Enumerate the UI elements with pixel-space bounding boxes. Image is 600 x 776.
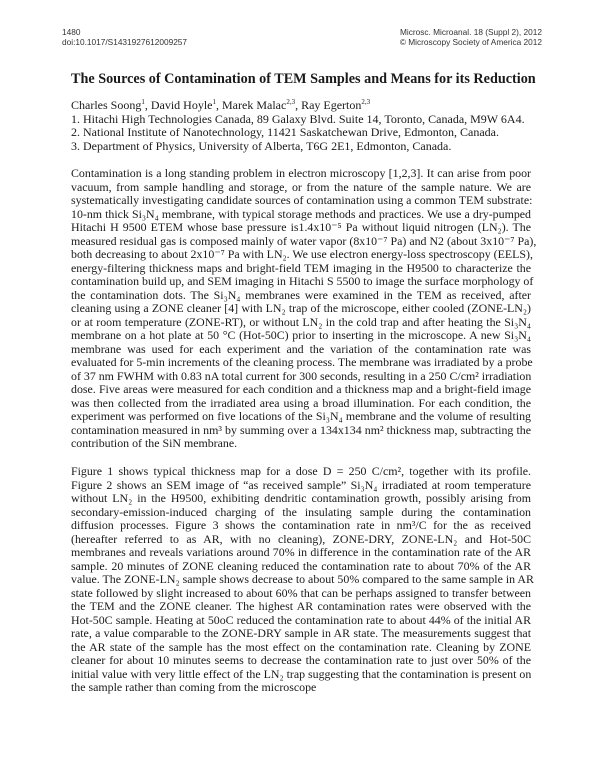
text-line: the contamination dots. The Si₃N₄ membranes were examined in the TEM as received, after — [71, 287, 531, 302]
text-line: evaluated for 5-min increments of the cleaning process. The membrane was irradiated by a probe — [71, 355, 533, 369]
journal-citation: Microsc. Microanal. 18 (Suppl 2), 2012 — [399, 27, 542, 37]
text-line: systematically investigating candidate sources of contamination using a common TEM substrate: — [71, 193, 533, 207]
body-paragraph-2 — [71, 464, 534, 695]
author-name: David Hoyle — [150, 98, 213, 112]
text-line: cleaning using a ZONE cleaner [4] with LN₂ trap of the microscope, either cooled (ZONE-LN₂) — [71, 301, 531, 315]
text-line: contamination measured in nm³ by summing over a 134x134 nm² thickness map, subtracting the — [71, 422, 531, 437]
text-line: value. The ZONE-LN₂ sample shows decrease to about 50% compared to the same sample in AR — [71, 572, 534, 586]
text-line: dose. Five areas were measured for each condition and a thickness map and a bright-field image — [71, 382, 531, 396]
author-affiliation: 1 — [141, 98, 145, 106]
text-line: membrane on a hot plate at 50 °C (Hot-50C) prior to inserting in the microscope. A new Si₃N₄ — [71, 328, 531, 342]
text-line: secondary-emission-induced charging of the insulating sample during the contamination — [71, 504, 531, 519]
text-line: membranes and reveals variations around 70% in difference in the contamination rate of the AR — [71, 545, 531, 559]
page-header-right — [400, 27, 542, 47]
page-number: 1480 — [62, 27, 81, 37]
text-line: contribution of the SiN membrane. — [71, 436, 238, 450]
text-line: initial value with very little effect of the LN₂ trap suggesting that the contamination is present on — [71, 666, 532, 681]
text-line: was then collected from the irradiated area using a broad illumination. For each condition, the — [71, 395, 531, 410]
author-affiliation: 2,3 — [361, 98, 371, 106]
author-separator: , — [216, 98, 222, 112]
text-line: Figure 2 shows an SEM image of “as received sample” Si₃N₄ irradiated at room temperature — [71, 477, 531, 492]
author-separator: , — [144, 98, 151, 112]
author-block — [71, 99, 525, 153]
page-header-left — [62, 27, 187, 47]
text-line: energy-filtering thickness maps and bright-field TEM imaging in the H9500 to characterize the — [71, 260, 531, 275]
text-line: of 37 nm FWHM with 0.83 nA total current for 300 seconds, resulting in a 250 C/cm² irradiation — [71, 368, 532, 383]
text-line: (hereafter referred to as AR, with no cleaning), ZONE-DRY, ZONE-LN₂ and Hot-50C — [71, 531, 531, 546]
text-line: measured residual gas is composed mainly of water vapor (8x10⁻⁷ Pa) and N2 (about 3x10⁻⁷ Pa), — [71, 233, 537, 248]
affiliation: 1. Hitachi High Technologies Canada, 89 Galaxy Blvd. Suite 14, Toronto, Canada, M9W 6A4. — [71, 111, 525, 126]
doi: doi:10.1017/S1431927612009257 — [62, 37, 188, 47]
text-line: sample. 20 minutes of ZONE cleaning reduced the contamination rate to about 70% of the AR — [71, 558, 531, 573]
text-line: both decreasing to about 2x10⁻⁷ Pa with LN₂. We use electron energy-loss spectroscopy (EELS), — [71, 247, 533, 261]
text-line: Hot-50C sample. Heating at 50oC reduced the contamination rate to about 44% of the initial AR — [71, 612, 531, 627]
paper-title: The Sources of Contamination of TEM Samples and Means for its Reduction — [71, 71, 536, 87]
text-line: the TEM and the ZONE cleaner. The highest AR contamination rates were observed with the — [71, 599, 531, 613]
text-line: contamination build up, and SEM imaging in Hitachi S 5500 to image the surface morphology of — [71, 274, 534, 288]
text-line: state followed by slight increased to about 60% that can be perhaps assigned to transfer between — [71, 585, 531, 600]
author-name: Charles Soong — [71, 98, 142, 112]
text-line: cleaner for about 10 minutes seems to decrease the contamination rate to just over 50% of the — [71, 653, 531, 667]
text-line: experiment was performed on five locations of the Si₃N₄ membrane and the volume of resulting — [71, 409, 531, 423]
author-separator: , — [295, 98, 302, 112]
text-line: 10-nm thick Si₃N₄ membrane, with typical storage methods and practices. We use a dry-pumped — [71, 206, 531, 221]
text-line: or at room temperature (ZONE-RT), or without LN₂ in the cold trap and after heating the Si₃N₄ — [71, 314, 531, 329]
text-line: vacuum, from sample handling and storage, or from the nature of the sample nature. We are — [71, 179, 531, 194]
author-affiliation: 2,3 — [286, 98, 296, 106]
text-line: Hitachi H 9500 ETEM whose base pressure is1.4x10⁻⁵ Pa without liquid nitrogen (LN₂). The — [71, 220, 531, 234]
text-line: the sample rather than coming from the microscope — [71, 680, 317, 694]
author-list — [71, 99, 525, 113]
text-line: Contamination is a long standing problem in electron microscopy [1,2,3]. It can arise from poor — [71, 166, 531, 180]
text-line: diffusion processes. Figure 3 shows the contamination rate in nm³/C for the as received — [71, 518, 531, 532]
copyright: © Microscopy Society of America 2012 — [399, 37, 542, 47]
affiliation: 3. Department of Physics, University of Alberta, T6G 2E1, Edmonton, Canada. — [71, 138, 452, 153]
body-paragraph-1 — [71, 166, 537, 451]
text-line: membrane was used for each experiment and the variation of the contamination rate was — [71, 341, 531, 356]
author-name: Ray Egerton — [301, 98, 362, 112]
affiliation: 2. National Institute of Nanotechnology, 11421 Saskatchewan Drive, Edmonton, Canada. — [71, 125, 500, 140]
author-name: Marek Malac — [222, 98, 287, 112]
author-affiliation: 1 — [212, 98, 216, 106]
text-line: the AR state of the sample has the most effect on the contamination rate. Cleaning by ZONE — [71, 639, 531, 654]
text-line: without LN₂ in the H9500, exhibiting dendritic contamination growth, possibly arising from — [71, 491, 531, 505]
text-line: Figure 1 shows typical thickness map for a dose D = 250 C/cm², together with its profile. — [71, 464, 531, 478]
text-line: rate, a value comparable to the ZONE-DRY sample in AR state. The measurements suggest that — [71, 626, 531, 640]
